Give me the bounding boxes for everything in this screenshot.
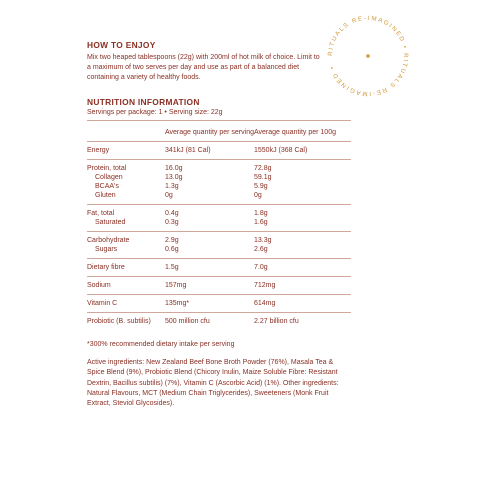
table-row [87,172,351,181]
table-row [87,244,351,259]
row-label: Fat, total [87,205,165,218]
table-row [87,205,351,218]
row-value-100g: 72.8g [254,160,351,173]
row-value-serving: 16.0g [165,160,254,173]
row-label: Dietary fibre [87,259,165,277]
col-header-per-100g: Average quantity per 100g [254,128,336,136]
table-row [87,259,351,277]
row-value-serving: 1.3g [165,183,179,191]
row-value-serving: 13.0g [165,174,183,182]
row-label: Protein, total [87,160,165,173]
col-header-per-serving: Average quantity per serving [165,128,254,136]
row-label: Probiotic (B. subtilis) [87,313,165,331]
table-row [87,232,351,245]
row-value-serving: 2.9g [165,232,254,245]
row-label: Sodium [87,277,165,295]
table-row [87,181,351,190]
row-value-100g: 1.6g [254,219,268,227]
nutrition-heading: NUTRITION INFORMATION [87,96,200,107]
row-value-serving: 341kJ (81 Cal) [165,142,254,160]
row-value-serving: 500 million cfu [165,313,254,331]
table-row [87,313,351,331]
row-value-serving: 0.6g [165,246,179,254]
table-row [87,277,351,295]
table-row [87,160,351,173]
product-info-panel [87,40,417,409]
row-label: BCAA's [95,183,119,191]
row-value-100g: 59.1g [254,174,272,182]
row-value-100g: 5.9g [254,183,268,191]
table-row [87,217,351,232]
table-row [87,142,351,160]
row-value-100g: 2.6g [254,246,268,254]
row-label: Vitamin C [87,295,165,313]
row-label: Energy [87,142,165,160]
row-value-serving: 0.3g [165,219,179,227]
row-value-100g: 13.3g [254,232,351,245]
servings-info: Servings per package: 1 • Serving size: 22g [87,109,351,121]
row-value-100g: 614mg [254,295,351,313]
ingredients-text: Active ingredients: New Zealand Beef Bone Broth Powder (76%), Masala Tea & Spice Blend (9%), Probiotic Blend (Chicory Inulin, Maize Soluble Fibre: Resistant Dextrin, Bacillus subtilis) (7%), Vitamin C (Ascorbic Acid) (1%). Other ingredients: Natural Flavours, MCT (Medium Chain Triglycerides), Sweeteners (Monk Fruit Extract, Steviol Glycosides). [87,359,339,408]
badge-ring-text: RITUALS RE-IMAGINED • RITUALS RE-IMAGINED • [326,14,410,98]
table-row [87,295,351,313]
row-value-100g: 2.27 billion cfu [254,313,351,331]
row-value-serving: 0.4g [165,205,254,218]
row-label: Collagen [95,174,123,182]
table-row [87,190,351,205]
row-label: Carbohydrate [87,232,165,245]
row-value-serving: 157mg [165,277,254,295]
nutrition-table-header [87,121,351,142]
row-label: Sugars [95,246,118,254]
row-value-serving: 0g [165,192,173,200]
row-value-100g: 1550kJ (368 Cal) [254,142,351,160]
row-value-serving: 1.5g [165,259,254,277]
how-to-enjoy-text: Mix two heaped tablespoons (22g) with 200ml of hot milk of choice. Limit to a maximum of two serves per day and use as part of a balanced diet containing a variety of healthy foods. [87,54,320,82]
row-label: Saturated [95,219,126,227]
row-value-100g: 7.0g [254,259,351,277]
nutrition-table [87,121,351,331]
how-to-enjoy-heading: HOW TO ENJOY [87,40,156,50]
row-label: Gluten [95,192,116,200]
row-value-100g: 0g [254,192,262,200]
row-value-100g: 712mg [254,277,351,295]
row-value-100g: 1.8g [254,205,351,218]
vitamin-c-footnote: *300% recommended dietary intake per serving [87,341,235,349]
row-value-serving: 135mg* [165,295,254,313]
